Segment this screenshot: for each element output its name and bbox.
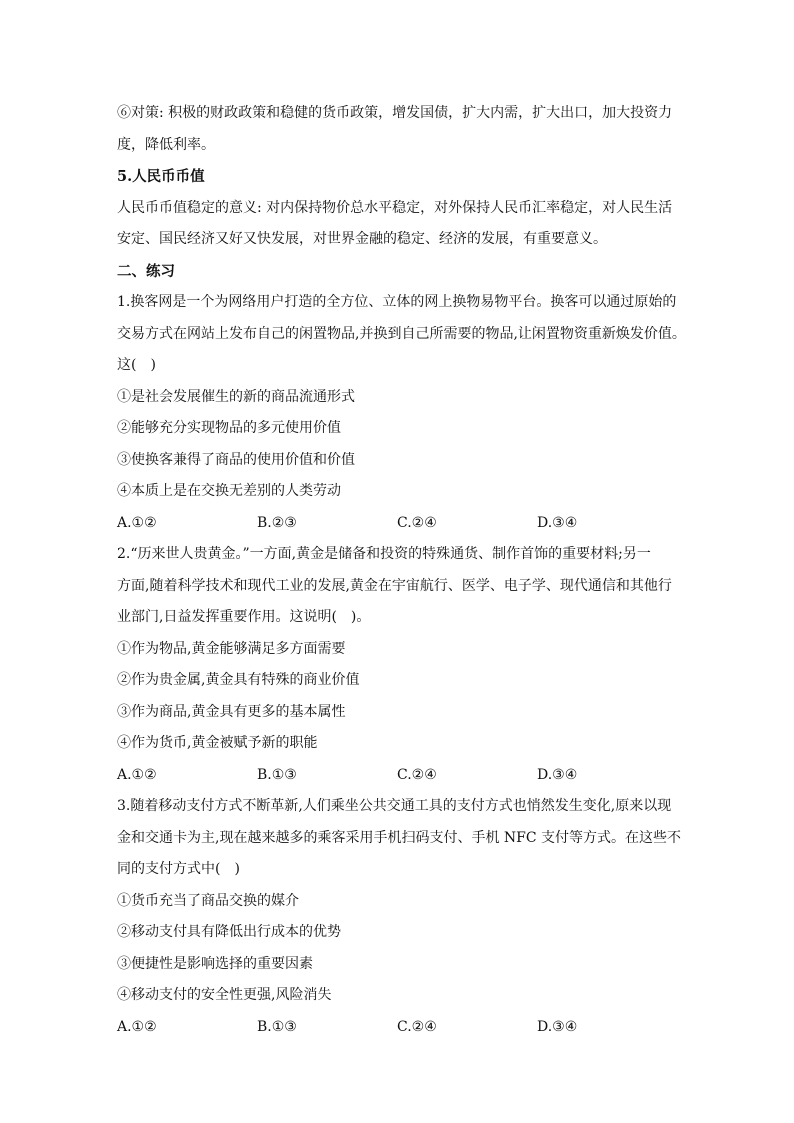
question-2-option-c: C.②④: [397, 766, 437, 783]
question-3-statement: ④移动支付的安全性更强,风险消失: [117, 987, 332, 1003]
section-5-heading: 5.人民币币值: [117, 168, 205, 185]
question-3-statement: ②移动支付具有降低出行成本的优势: [117, 924, 341, 940]
section-5-line-2: 安定、国民经济又好又快发展，对世界金融的稳定、经济的发展，有重要意义。: [117, 231, 607, 247]
question-3-stem-line: 同的支付方式中( ): [117, 861, 240, 877]
section-5-line-1: 人民币币值稳定的意义: 对内保持物价总水平稳定，对外保持人民币汇率稳定，对人民生活: [117, 199, 673, 216]
question-2-stem-line: 业部门,日益发挥重要作用。这说明( )。: [117, 609, 371, 625]
intro-line-2: 度，降低利率。: [117, 136, 215, 153]
question-2-option-a: A.①②: [117, 766, 157, 783]
question-1-option-a: A.①②: [117, 514, 157, 531]
question-2-statement: ①作为物品,黄金能够满足多方面需要: [117, 640, 346, 657]
question-2-stem-line: 2.“历来世人贵黄金。”一方面,黄金是储备和投资的特殊通货、制作首饰的重要材料;另一: [117, 546, 651, 562]
question-1-option-d: D.③④: [537, 514, 578, 531]
question-2-statement: ③作为商品,黄金具有更多的基本属性: [117, 703, 346, 720]
question-1-option-c: C.②④: [397, 514, 437, 531]
question-1-statement: ④本质上是在交换无差别的人类劳动: [117, 483, 341, 499]
question-3-options: [117, 1012, 687, 1044]
practice-heading: 二、练习: [117, 262, 175, 280]
document-body: [117, 98, 687, 1043]
question-3-option-d: D.③④: [537, 1018, 578, 1035]
question-1-statement: ②能够充分实现物品的多元使用价值: [117, 420, 341, 436]
intro-line-1: ⑥对策: 积极的财政政策和稳健的货币政策，增发国债，扩大内需，扩大出口，加大投资力: [117, 105, 673, 121]
question-3-stem-line: 金和交通卡为主,现在越来越多的乘客采用手机扫码支付、手机 NFC 支付等方式。在这些不: [117, 829, 682, 846]
question-1-statement: ③使换客兼得了商品的使用价值和价值: [117, 451, 355, 468]
question-1-option-b: B.②③: [257, 514, 297, 531]
question-1-stem-line: 交易方式在网站上发布自己的闲置物品,并换到自己所需要的物品,让闲置物资重新焕发价值。: [117, 325, 686, 342]
question-3-statement: ③便捷性是影响选择的重要因素: [117, 955, 313, 972]
question-2-option-d: D.③④: [537, 766, 578, 783]
question-1-stem-line: 1.换客网是一个为网络用户打造的全方位、立体的网上换物易物平台。换客可以通过原始的: [117, 294, 677, 310]
question-1: [117, 287, 687, 539]
question-2: [117, 539, 687, 791]
question-2-stem-line: 方面,随着科学技术和现代工业的发展,黄金在宇宙航行、医学、电子学、现代通信和其他行: [117, 577, 672, 594]
question-2-statement: ④作为货币,黄金被赋予新的职能: [117, 735, 318, 751]
question-1-statement: ①是社会发展催生的新的商品流通形式: [117, 388, 355, 405]
question-3: [117, 791, 687, 1043]
question-2-option-b: B.①③: [257, 766, 297, 783]
question-1-stem-line: 这( ): [117, 357, 156, 373]
question-3-option-a: A.①②: [117, 1018, 157, 1035]
question-2-statement: ②作为贵金属,黄金具有特殊的商业价值: [117, 672, 360, 688]
question-3-statement: ①货币充当了商品交换的媒介: [117, 892, 299, 909]
question-3-option-b: B.①③: [257, 1018, 297, 1035]
question-3-stem-line: 3.随着移动支付方式不断革新,人们乘坐公共交通工具的支付方式也悄然发生变化,原来以现: [117, 798, 672, 814]
question-2-options: [117, 760, 687, 792]
question-1-options: [117, 508, 687, 540]
question-3-option-c: C.②④: [397, 1018, 437, 1035]
